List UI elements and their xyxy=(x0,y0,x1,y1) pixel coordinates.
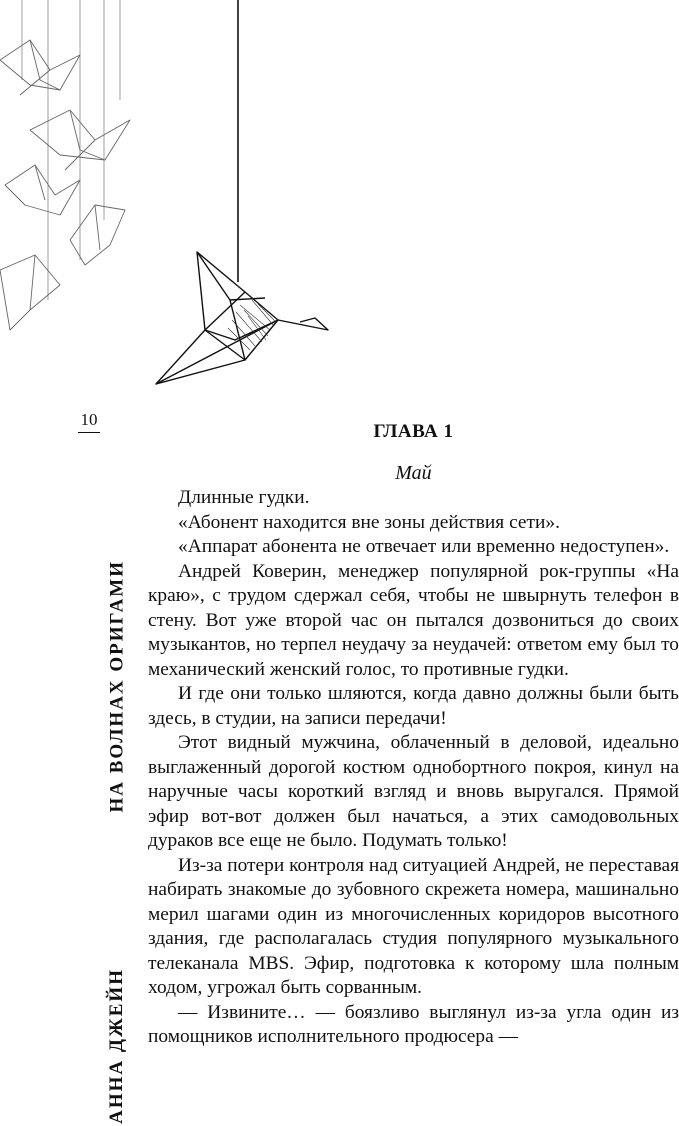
paragraph: Из-за потери контроля над ситуацией Андрей, не переставая набирать знакомые до зубовного скрежета номера, машинально мерил шагами один из многочисленных коридоров высотного здания, где располагалась студия популярного музыкального телеканала MBS. Эфир, подготовка к которому шла полным ходом, угрожал быть сорванным. xyxy=(148,854,679,998)
page-number: 10 xyxy=(78,410,100,433)
paragraph: И где они только шляются, когда давно должны были быть здесь, в студии, на записи передачи! xyxy=(148,683,679,729)
paragraph: Этот видный мужчина, облаченный в деловой, идеально выглаженный дорогой костюм однобортного покроя, кинул на наручные часы короткий взгляд и вновь выругался. Прямой эфир вот-вот должен был начаться, а этих самодовольных дураков все еще не было. Подумать только! xyxy=(148,732,679,851)
small-crane-icon xyxy=(5,165,80,215)
paragraph: — Извините… — боязливо выглянул из-за угла один из помощников исполнительного продюсера — xyxy=(148,1001,679,1047)
book-title-text: НА ВОЛНАХ ОРИГАМИ xyxy=(106,560,127,813)
paragraph: «Абонент находится вне зоны действия сети». xyxy=(178,511,560,533)
small-crane-icon xyxy=(0,40,80,95)
chapter-body xyxy=(148,486,679,1050)
hanging-crane-icon xyxy=(156,252,328,384)
hanging-strings xyxy=(22,0,120,300)
paragraph: Длинные гудки. xyxy=(178,487,310,508)
small-crane-icon xyxy=(70,205,125,265)
chapter-title: ГЛАВА 1 xyxy=(373,421,454,442)
paragraph: Андрей Коверин, менеджер популярной рок-группы «На краю», с трудом сдержал себя, чтобы не швырнуть телефон в стену. Вот уже второй час он пытался дозвониться до своих музыкантов, но терпел неудачу за неудачей: ответом ему был то механический женский голос, то противные гудки. xyxy=(148,560,679,680)
running-header-book-title xyxy=(77,560,127,813)
author-text: АННА ДЖЕЙН xyxy=(106,968,127,1124)
running-header-author xyxy=(77,968,127,1124)
chapter-subtitle: Май xyxy=(395,462,432,484)
origami-cranes-illustration xyxy=(0,0,679,400)
small-crane-icon xyxy=(0,255,60,330)
paragraph: «Аппарат абонента не отвечает или временно недоступен». xyxy=(178,536,670,557)
